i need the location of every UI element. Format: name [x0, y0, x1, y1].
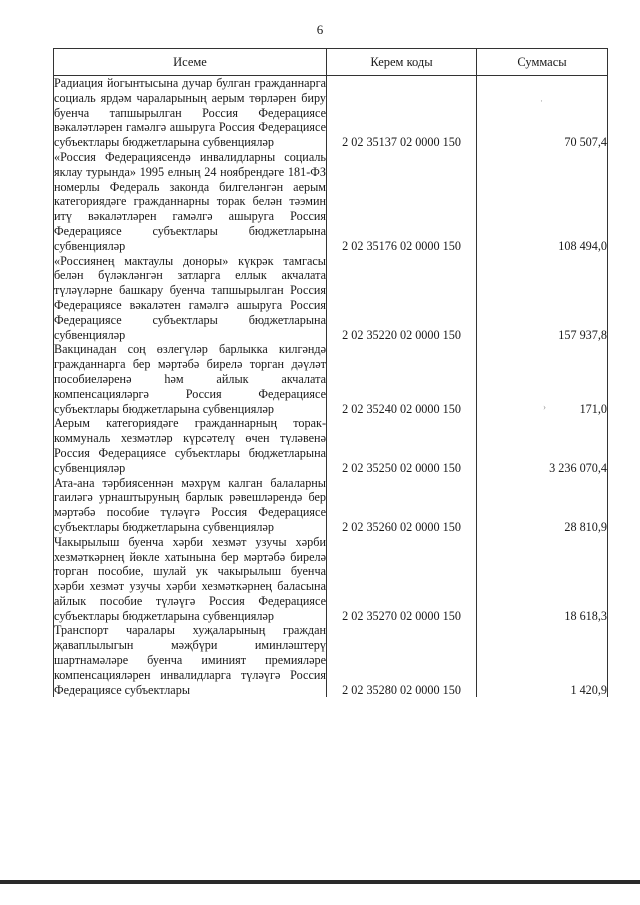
row-code: 2 02 35250 02 0000 150 [327, 416, 477, 475]
row-sum: 108 494,0 [477, 150, 608, 254]
table-row [54, 150, 608, 254]
header-code: Керем коды [327, 49, 477, 76]
row-name: Транспорт чаралары хуҗаларының граждан җаваплылыгын мәҗбүри иминләштерү шартнамәләре буенча иминият премияләре компенсацияләрен инвалидларга түләүгә Россия Федерациясе субъектлары [54, 623, 326, 697]
page-number: 6 [316, 22, 324, 37]
row-code: 2 02 35270 02 0000 150 [327, 535, 477, 624]
row-name: Радиация йогынтысына дучар булган гражданнарга социаль ярдәм чараларының аерым төрләрен биру буенча тапшырылган Россия Федерациясе вәкаләтләрен гамәлгә ашыруга Россия Федерациясе субъектлары бюджетларына субвенцияләр [54, 76, 326, 150]
budget-table [53, 48, 608, 697]
row-sum: 28 810,9 [477, 476, 608, 535]
row-name: «Россия Федерациясендә инвалидларны социаль яклау турында» 1995 елның 24 ноябрендәге 181-ФЗ номерлы Федераль законда билгеләнгән аерым категориядәге гражданнарны торак белән тәэмин итү вәкаләтләрен гамәлгә ашыруга Россия Федерациясе субъектлары бюджетларына субвенцияләр [54, 149, 326, 253]
row-sum: 171,0 [477, 342, 608, 416]
row-name: Ата-ана тәрбиясеннән мәхрүм калган балаларны гаиләгә урнаштыруның барлык рәвешләрендә бер мәртәбә пособие түләүгә Россия Федерациясе субъектлары бюджетларына субвенцияләр [54, 475, 326, 534]
row-code: 2 02 35137 02 0000 150 [327, 76, 477, 150]
row-sum: 157 937,8 [477, 254, 608, 343]
table-header-row [54, 49, 608, 76]
table-row [54, 76, 608, 150]
header-sum: Суммасы [477, 49, 608, 76]
row-name: Аерым категориядәге гражданнарның торак-коммуналь хезмәтләр күрсәтелү өчен түләвенә Россия Федерациясе субъектлары бюджетларына субвенцияләр [54, 416, 326, 475]
table-row [54, 254, 608, 343]
row-code: 2 02 35240 02 0000 150 [327, 342, 477, 416]
table-row [54, 342, 608, 416]
row-sum: 18 618,3 [477, 535, 608, 624]
row-code: 2 02 35176 02 0000 150 [327, 150, 477, 254]
row-code: 2 02 35280 02 0000 150 [327, 623, 477, 697]
row-sum: 1 420,9 [477, 623, 608, 697]
row-code: 2 02 35220 02 0000 150 [327, 254, 477, 343]
row-sum: 70 507,4 [477, 76, 608, 150]
table-row [54, 476, 608, 535]
row-name: «Россиянең мактаулы доноры» күкрәк тамгасы белән бүләкләнгән затларга еллык акчалата түләүләрне башкару буенча тапшырылган Россия Федерациясе вәкаләтен гамәлгә ашыруга Россия Федерациясе субъектлары бюджетларына субвенцияләр [54, 253, 326, 342]
table-row [54, 535, 608, 624]
row-sum: 3 236 070,4 [477, 416, 608, 475]
table-row [54, 416, 608, 475]
scan-bottom-edge [0, 880, 640, 884]
row-name: Вакцинадан соң өзлегүләр барлыкка килгәндә гражданнарга бер мәртәбә бирелә торган дәүләт пособиеләренә һәм айлык акчалата компенсацияләргә Россия Федерациясе субъектлары бюджетларына субвенцияләр [54, 342, 326, 416]
header-name: Исеме [54, 49, 327, 76]
row-name: Чакырылыш буенча хәрби хезмәт узучы хәрби хезмәткәрнең йөкле хатынына бер мәртәбә бирелә торган пособие, шулай ук чакырылыш буенча хәрби хезмәт узучы хәрби хезмәткәрнең баласына айлык пособие түләүгә Россия Федерациясе субъектлары бюджетларына субвенцияләр [54, 534, 326, 623]
scan-speck: › [543, 402, 546, 412]
scan-speck: · [540, 96, 543, 106]
table-row [54, 623, 608, 697]
row-code: 2 02 35260 02 0000 150 [327, 476, 477, 535]
